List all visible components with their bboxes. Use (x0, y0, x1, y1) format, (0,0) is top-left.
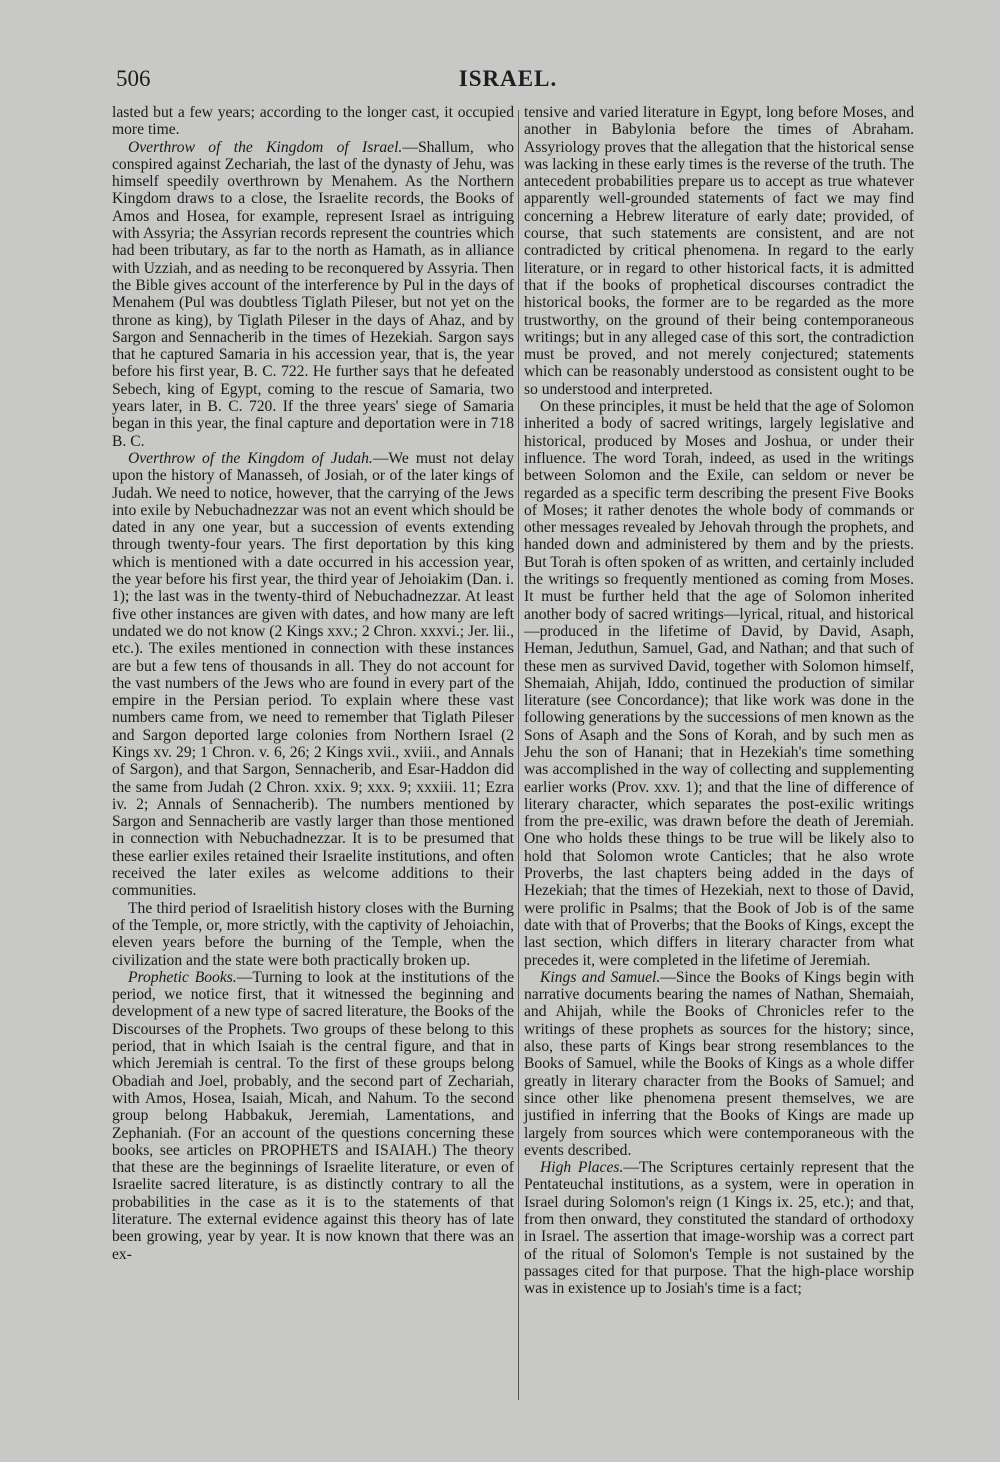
right-column-text (514, 104, 914, 1297)
section-heading: High Places. (540, 1159, 624, 1177)
paragraph (112, 450, 514, 900)
paragraph-text: —The Scriptures certainly represent that the Pentateuchal institutions, as a system, were in operation in Israel during Solomon's reign (1 Kings ix. 25, etc.); and that, from then onward, they constituted the standard of orthodoxy in Israel. The assertion that image-worship was a correct part of the ritual of Solomon's Temple is not sustained by the passages cited for that purpose. That the high-place worship was in existence up to Josiah's time is a fact; (524, 1159, 914, 1298)
paragraph (112, 139, 514, 450)
paragraph-text: —Turning to look at the institutions of the period, we notice first, that it witnessed the beginning and development of a new type of sacred literature, the Books of the Discourses of the Prophets. Two groups of these belong to this period, that in which Isaiah is the central figure, and that in which Jeremiah is central. To the first of these groups belong Obadiah and Joel, probably, and the second part of Zechariah, with Amos, Hosea, Isaiah, Micah, and Nahum. To the second group belong Habbakuk, Jeremiah, Lamentations, and Zephaniah. (For an account of the questions concerning these books, see articles on PROPHETS and ISAIAH.) The theory that these are the beginnings of Israelite literature, or even of Israelite sacred literature, is as distinctly contrary to all the probabilities in the case as it is to the statements of that literature. The external evidence against this theory has of late been growing, year by year. It is now known that there was an ex- (112, 968, 515, 1263)
paragraph-text: —Shallum, who conspired against Zechariah, the last of the dynasty of Jehu, was himself speedily overthrown by Menahem. As the Northern Kingdom draws to a close, the Israelite records, the Books of Amos and Hosea, for example, represent Israel as intriguing with Assyria; the Assyrian records represent the countries which had been tributary, as far to the north as Hamath, as in alliance with Uzziah, and as needing to be reconquered by Assyria. Then the Bible gives account of the interference by Pul in the days of Menahem (Pul was doubtless Tiglath Pileser, but not yet on the throne as king), by Tiglath Pileser in the days of Ahaz, and by Sargon and Sennacherib in the times of Hezekiah. Sargon says that he captured Samaria in his accession year, that is, the year before his first year, B. C. 722. He further says that he defeated Sebech, king of Egypt, coming to the rescue of Samaria, two years later, in B. C. 720. If the three years' siege of Samaria began in this year, the final capture and deportation were in 718 B. C. (112, 138, 514, 450)
running-title: ISRAEL. (458, 66, 558, 91)
paragraph-text: —We must not delay upon the history of Manasseh, of Josiah, or of the later kings of Judah. We need to notice, however, that the carrying of the Jews into exile by Nebuchadnezzar was not an event which should be dated in any one year, but a succession of events extending through twenty-four years. The first deportation by this king which is mentioned with a date occurred in his accession year, the year before his first year, the third year of Jehoiakim (Dan. i. 1); the last was in the twenty-third of Nebuchadnezzar. At least five other instances are given with dates, and how many are left undated we do not know (2 Kings xxv.; 2 Chron. xxxvi.; Jer. lii., etc.). The exiles mentioned in connection with these instances are but a few tens of thousands in all. They do not account for the vast numbers of the Jews who are found in every part of the empire in the Persian period. To explain where these vast numbers came from, we need to remember that Tiglath Pileser and Sargon deported large colonies from Northern Israel (2 Kings xv. 29; 1 Chron. v. 6, 26; 2 Kings xvii., xviii., and Annals of Sargon), and that Sargon, Sennacherib, and Esar-Haddon did the same from Judah (2 Chron. xxix. 9; xxx. 9; xxxiii. 11; Ezra iv. 2; Annals of Sennacherib). The numbers mentioned by Sargon and Sennacherib are vastly larger than those mentioned in connection with Nebuchadnezzar. It is to be presumed that these earlier exiles retained their Israelite institutions, and often received the later exiles as welcome additions to their communities. (112, 449, 515, 900)
paragraph (524, 969, 914, 1159)
paragraph (112, 969, 514, 1263)
section-heading: Kings and Samuel. (540, 968, 661, 986)
paragraph (524, 1159, 914, 1297)
paragraph-text: —Since the Books of Kings begin with narrative documents bearing the names of Nathan, Shemaiah, and Ahijah, while the Books of Chronicles refer to the writings of these prophets as sources for the history; since, also, these parts of Kings bear strong resemblances to the Books of Samuel, while the Books of Kings as a whole differ greatly in literary character from the Books of Samuel; and since other like phenomena present themselves, we are justified in inferring that the Books of Kings are made up largely from sources which were contemporaneous with the events described. (524, 968, 915, 1159)
paragraph-text: lasted but a few years; according to the longer cast, it occupied more time. (112, 104, 514, 139)
paragraph-text: On these principles, it must be held that the age of Solomon inherited a body of sacred writings, largely legislative and historical, produced by Moses and Joshua, or under their influence. The word Torah, indeed, as used in the writings between Solomon and the Exile, can seldom or never be regarded as a specific term describing the present Five Books of Moses; it rather denotes the whole body of commands or other messages revealed by Jehovah through the prophets, and handed down and administered by them and by the priests. But Torah is often spoken of as written, and certainly included the writings so frequently mentioned as coming from Moses. It must be further held that the age of Solomon inherited another body of sacred writings—lyrical, ritual, and historical—produced in the lifetime of David, by David, Asaph, Heman, Jeduthun, Samuel, Gad, and Nathan; and that such of these men as survived David, together with Solomon himself, Shemaiah, Ahijah, Iddo, continued the production of similar literature (see Concordance); that like work was done in the following generations by the successions of men known as the Sons of Asaph and the Sons of Korah, and by such men as Jehu the son of Hanani; that in Hezekiah's time something was accomplished in the way of collecting and supplementing earlier works (Prov. xxv. 1); and that the line of difference of literary character, which separates the post-exilic writings from the pre-exilic, was drawn before the death of Jeremiah. One who holds these things to be true will be likely also to hold that Solomon wrote Canticles; that he also wrote Proverbs, the last chapters being added in the days of Hezekiah; that the times of Hezekiah, next to those of David, were prolific in Psalms; that the Book of Job is of the same date with that of Proverbs; that the Books of Kings, except the last section, which differs in literary character from what precedes it, were completed in the lifetime of Jeremiah. (524, 398, 914, 969)
paragraph (524, 104, 914, 398)
paragraph (112, 900, 514, 969)
paragraph-text: tensive and varied literature in Egypt, long before Moses, and another in Babylonia before the times of Abraham. Assyriology proves that the allegation that the historical sense was lacking in these early times is the reverse of the truth. The antecedent probabilities prepare us to accept as true whatever apparently well-grounded statements of fact we may find concerning a Hebrew literature of early date; provided, of course, that such statements are consistent, and are not contradicted by critical phenomena. In regard to the early literature, or in regard to other historical facts, it is admitted that if the books of prophetical discourses contradict the historical books, the former are to be regarded as the more trustworthy, on the ground of their being contemporaneous writings; but in any alleged case of this sort, the contradiction must be proved, and not merely conjectured; statements which can be reasonably understood as consistent ought to be so understood and interpreted. (524, 104, 914, 398)
paragraph (112, 104, 514, 139)
section-heading: Overthrow of the Kingdom of Israel. (128, 138, 403, 156)
page-header (116, 66, 900, 98)
section-heading: Prophetic Books. (128, 968, 237, 986)
left-column (112, 104, 514, 1263)
paragraph-text: The third period of Israelitish history closes with the Burning of the Temple, or, more strictly, with the captivity of Jehoiachin, eleven years before the burning of the Temple, when the civilization and the state were both practically broken up. (112, 899, 514, 969)
page-number: 506 (116, 66, 151, 91)
section-heading: Overthrow of the Kingdom of Judah. (128, 449, 373, 467)
right-column (514, 104, 914, 1297)
paragraph (524, 398, 914, 969)
